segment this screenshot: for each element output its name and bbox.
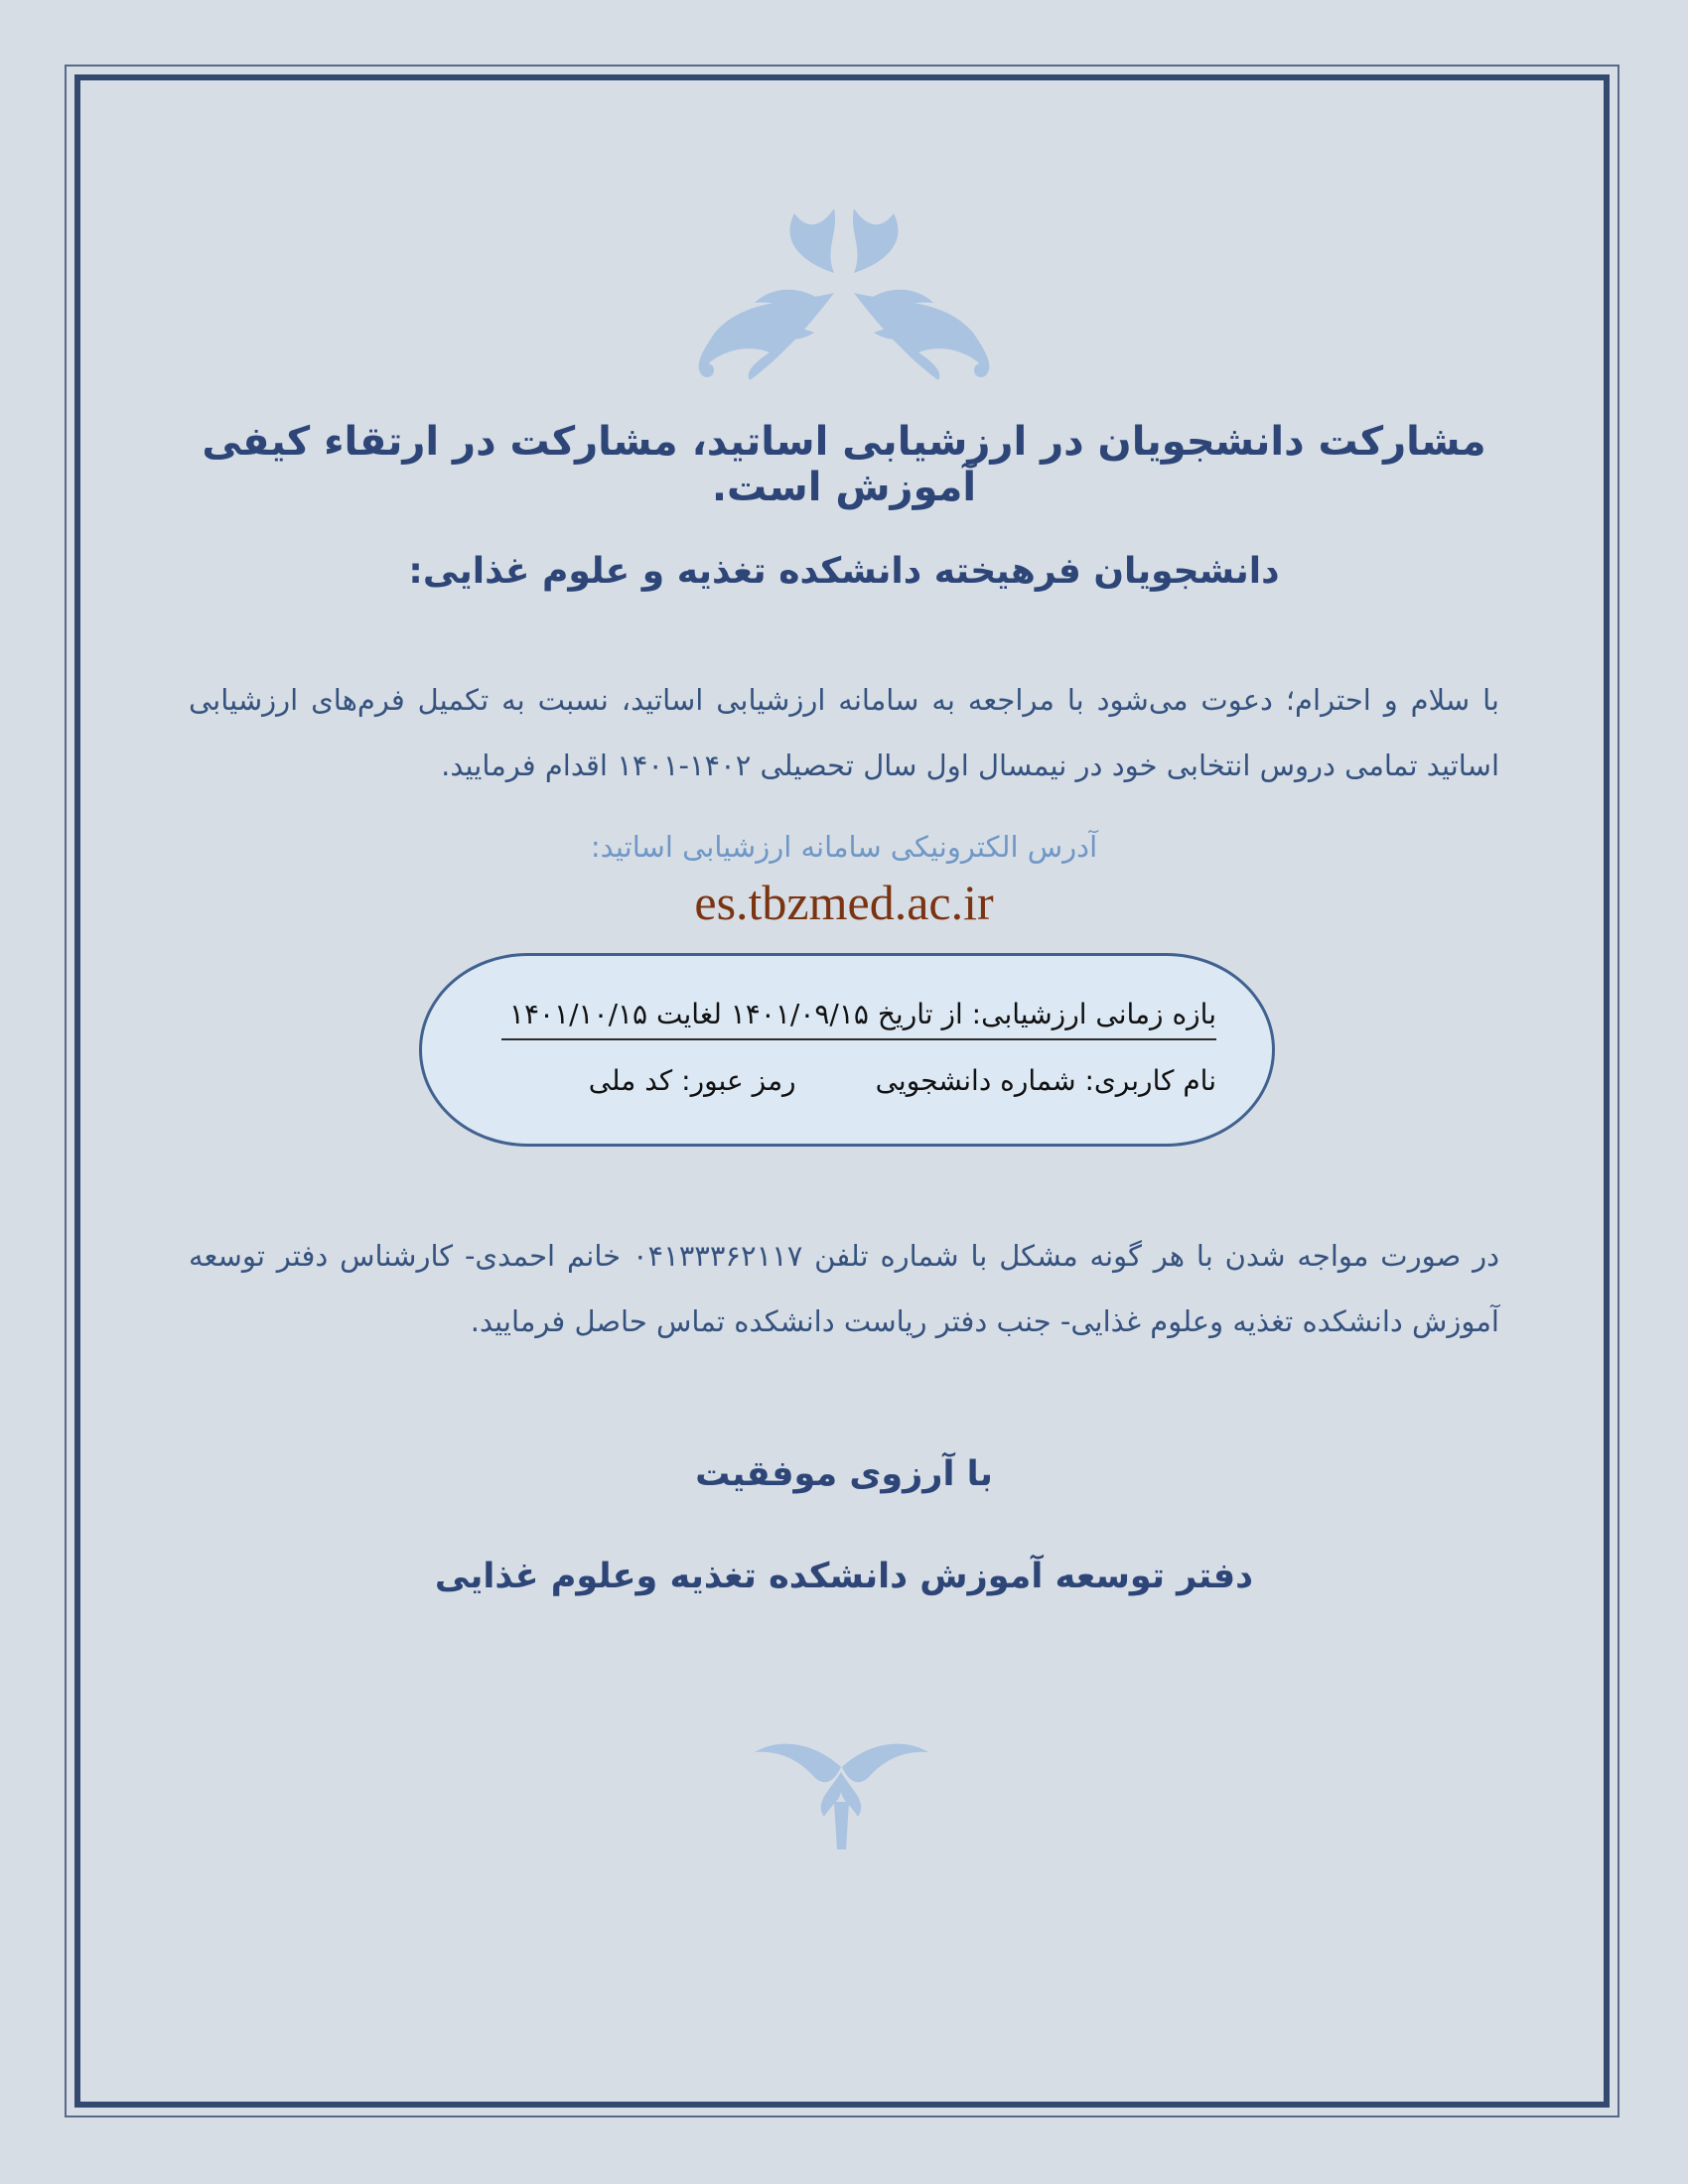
floral-ornament-top-icon: [685, 204, 1003, 382]
floral-ornament-bottom-icon: [755, 1732, 928, 1851]
closing-wish: با آرزوی موفقیت: [695, 1454, 993, 1494]
page-subtitle: دانشجویان فرهیخته دانشکده تغذیه و علوم غذایی:: [408, 551, 1280, 592]
address-label: آدرس الکترونیکی سامانه ارزشیابی اساتید:: [590, 830, 1098, 864]
username-info: نام کاربری: شماره دانشجویی: [875, 1064, 1216, 1097]
page-title: مشارکت دانشجویان در ارزشیابی اساتید، مشارکت در ارتقاء کیفی آموزش است.: [202, 419, 1486, 510]
system-url-link[interactable]: es.tbzmed.ac.ir: [694, 875, 994, 930]
password-info: رمز عبور: کد ملی: [588, 1064, 796, 1097]
signature: دفتر توسعه آموزش دانشکده تغذیه وعلوم غذایی: [434, 1557, 1254, 1596]
intro-paragraph: با سلام و احترام؛ دعوت می‌شود با مراجعه به سامانه ارزشیابی اساتید، نسبت به تکمیل فرم‌های ارزشیابی اساتید تمامی دروس انتخابی خود در نیمسال اول سال تحصیلی ۱۴۰۲-۱۴۰۱ اقدام فرمایید.: [189, 683, 1499, 782]
contact-paragraph: در صورت مواجه شدن با هر گونه مشکل با شماره تلفن ۰۴۱۳۳۳۶۲۱۱۷ خانم احمدی- کارشناس دفتر توسعه آموزش دانشکده تغذیه وعلوم غذایی- جنب دفتر ریاست دانشکده تماس حاصل فرمایید.: [189, 1239, 1499, 1338]
credentials-row: [501, 1064, 1216, 1097]
evaluation-period: بازه زمانی ارزشیابی: از تاریخ ۱۴۰۱/۰۹/۱۵ لغایت ۱۴۰۱/۱۰/۱۵: [501, 998, 1216, 1040]
credentials-box: [419, 953, 1275, 1147]
